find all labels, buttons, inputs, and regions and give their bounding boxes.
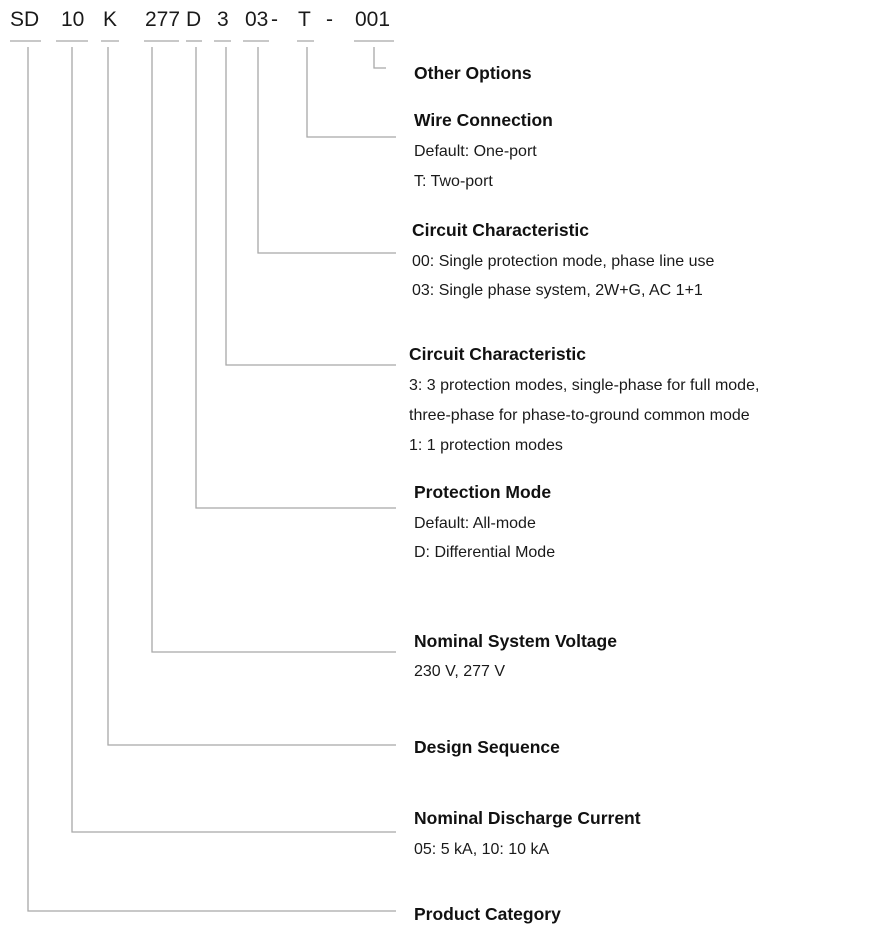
field-title: Product Category [414, 904, 561, 924]
code-separator: - [326, 8, 333, 31]
field-title: Other Options [414, 63, 532, 83]
field-description-line: 05: 5 kA, 10: 10 kA [414, 841, 550, 858]
leader-nominal-voltage [152, 47, 396, 652]
field-description-line: 1: 1 protection modes [409, 437, 563, 454]
field-design-sequence [414, 737, 560, 757]
field-description-line: 230 V, 277 V [414, 663, 506, 680]
code-segment-other-options: 001 [355, 8, 391, 31]
leader-other-options [374, 47, 386, 68]
field-circuit-characteristic [412, 220, 715, 299]
field-protection-mode [414, 482, 555, 561]
leader-protection-count [226, 47, 396, 365]
code-segment-sd: SD [10, 8, 40, 31]
part-number-code [10, 8, 390, 31]
field-title: Protection Mode [414, 482, 552, 502]
code-segment-protection-count: 3 [217, 8, 229, 31]
field-title: Circuit Characteristic [412, 220, 590, 240]
code-segment-voltage: 277 [145, 8, 181, 31]
code-segment-design-sequence: K [103, 8, 118, 31]
leader-design-sequence [108, 47, 396, 745]
field-title: Design Sequence [414, 737, 560, 757]
field-wire-connection [414, 110, 553, 190]
code-segment-circuit: 03 [245, 8, 269, 31]
field-description-line: 3: 3 protection modes, single-phase for full mode, [409, 377, 760, 394]
field-nominal-discharge-current [414, 808, 641, 858]
field-description-line: Default: One-port [414, 143, 537, 160]
field-description-line: 03: Single phase system, 2W+G, AC 1+1 [412, 282, 703, 299]
leader-product-category [28, 47, 396, 911]
code-segment-wire-connection: T [298, 8, 311, 31]
field-description-line: 00: Single protection mode, phase line use [412, 253, 715, 270]
field-title: Nominal Discharge Current [414, 808, 641, 828]
field-nominal-system-voltage [414, 631, 617, 680]
field-other-options [414, 63, 532, 83]
field-title: Nominal System Voltage [414, 631, 617, 651]
code-segment-discharge-current: 10 [61, 8, 85, 31]
leader-discharge-current [72, 47, 396, 832]
field-title: Wire Connection [414, 110, 553, 130]
field-description-line: three-phase for phase-to-ground common mode [409, 407, 750, 424]
code-segment-protection-mode: D [186, 8, 202, 31]
leader-circuit-characteristic [258, 47, 396, 253]
field-title: Circuit Characteristic [409, 344, 587, 364]
leader-wire-connection [307, 47, 396, 137]
leader-lines [28, 47, 396, 911]
field-description-line: Default: All-mode [414, 515, 536, 532]
field-product-category [414, 904, 561, 924]
field-description-line: T: Two-port [414, 173, 493, 190]
field-description-line: D: Differential Mode [414, 544, 556, 561]
field-circuit-characteristic-modes [409, 344, 759, 454]
code-separator: - [271, 8, 278, 31]
